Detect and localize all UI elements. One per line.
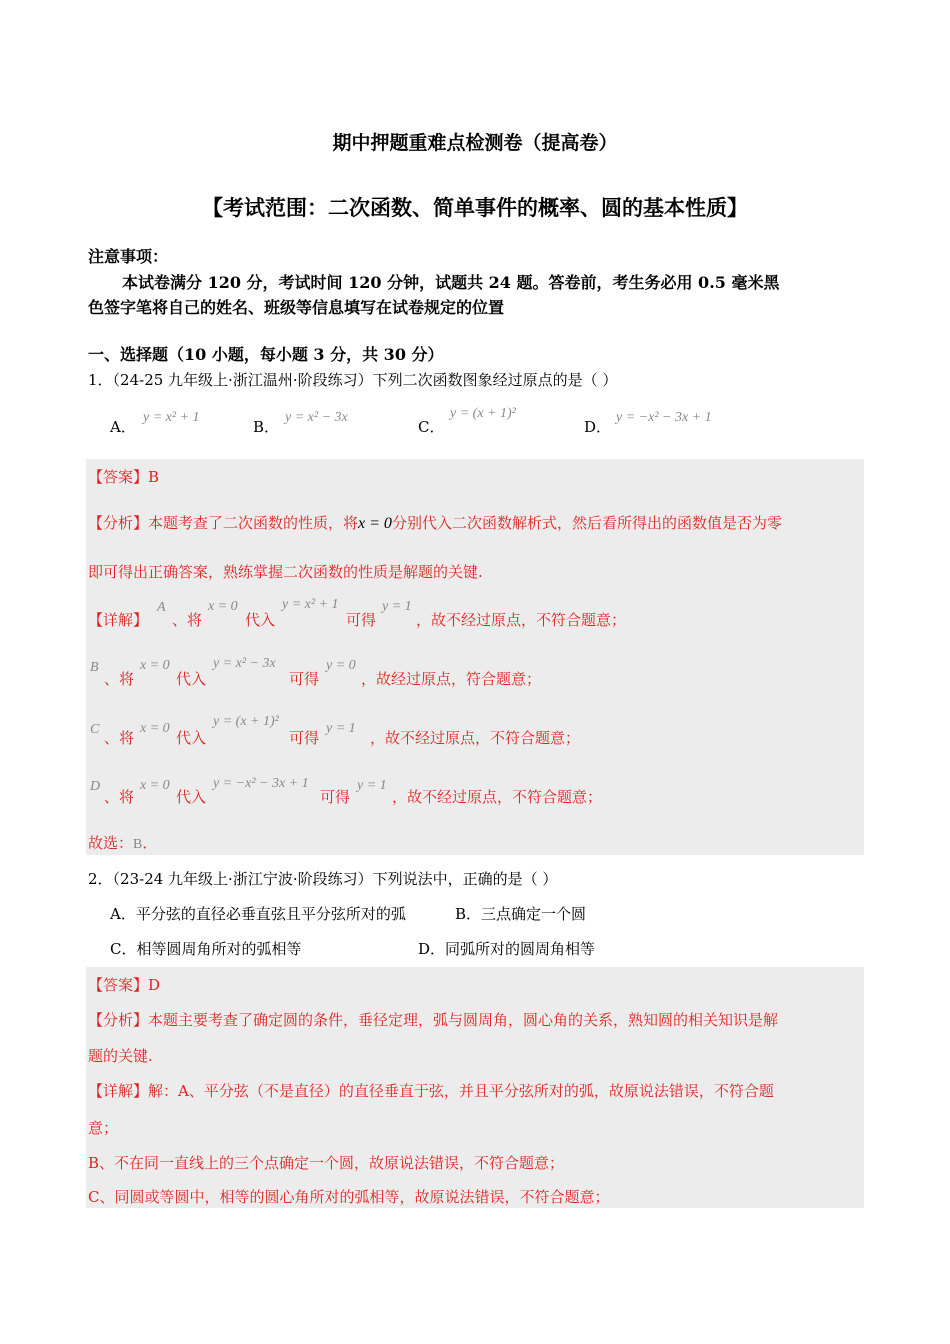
q1-detail-d-res: y = 1 [357, 778, 387, 793]
q1-analysis-line-2: 即可得出正确答案，熟练掌握二次函数的性质是解题的关键. [88, 563, 483, 581]
q1-detail-a-letter: A [157, 600, 166, 615]
q1-option-c-formula: y = (x + 1)² [450, 406, 516, 421]
q1-detail-tag: 【详解】 [88, 611, 149, 629]
q1-choose-suffix: ． [142, 834, 158, 852]
q2-option-b: B．三点确定一个圆 [455, 905, 587, 923]
q2-detail-line-1: 【详解】解：A、平分弦（不是直径）的直径垂直于弦，并且平分弦所对的弧，故原说法错误，不符合题 [88, 1082, 774, 1100]
q1-detail-c-x0: x = 0 [140, 721, 170, 736]
q1-detail-b-res: y = 0 [326, 658, 356, 673]
q1-choose [88, 832, 157, 853]
q1-detail-a-func: y = x² + 1 [282, 597, 339, 612]
q1-detail-c-sub: 代入 [176, 729, 207, 747]
q1-stem: 1．（24-25 九年级上·浙江温州·阶段练习）下列二次函数图象经过原点的是（ ） [88, 371, 618, 389]
q1-detail-a-sep: 、将 [172, 611, 203, 629]
q2-detail-line-4: C、同圆或等圆中，相等的圆心角所对的弧相等，故原说法错误，不符合题意； [88, 1188, 610, 1206]
q1-detail-d-sub: 代入 [176, 788, 207, 806]
q1-detail-d-get: 可得 [320, 788, 351, 806]
q1-detail-d-func: y = −x² − 3x + 1 [213, 776, 309, 791]
q1-detail-b-x0: x = 0 [140, 658, 170, 673]
exam-scope: 【考试范围：二次函数、简单事件的概率、圆的基本性质】 [202, 195, 748, 220]
q1-analysis-text-b: 分别代入二次函数解析式，然后看所得出的函数值是否为零 [391, 514, 782, 532]
q1-detail-d-sep: 、将 [104, 788, 135, 806]
q1-choose-prefix: 故选： [88, 834, 134, 852]
q1-detail-d-letter: D [90, 779, 101, 794]
q1-detail-d-tail: ，故不经过原点，不符合题意； [392, 788, 603, 806]
q1-detail-b-sub: 代入 [176, 670, 207, 688]
q2-analysis-line-1: 【分析】本题主要考查了确定圆的条件，垂径定理，弧与圆周角，圆心角的关系，熟知圆的相关知识是解 [88, 1011, 779, 1029]
q1-detail-b-get: 可得 [289, 670, 320, 688]
section-heading: 一、选择题（10 小题，每小题 3 分，共 30 分） [88, 345, 444, 364]
q1-option-c-label: C． [418, 418, 445, 436]
q1-option-a-label: A． [110, 418, 136, 436]
q2-answer: 【答案】D [88, 976, 161, 994]
q2-option-a: A．平分弦的直径必垂直弦且平分弦所对的弧 [110, 905, 406, 923]
q1-detail-b-func: y = x² − 3x [213, 656, 276, 671]
q1-detail-b-letter: B [90, 660, 99, 675]
q2-option-d: D．同弧所对的圆周角相等 [418, 940, 596, 958]
q1-detail-a-get: 可得 [346, 611, 377, 629]
q1-detail-d-x0: x = 0 [140, 778, 170, 793]
q2-detail-line-3: B、不在同一直线上的三个点确定一个圆，故原说法错误，不符合题意； [88, 1154, 565, 1172]
q1-option-b-label: B． [253, 418, 280, 436]
q1-detail-b-sep: 、将 [104, 670, 135, 688]
q2-detail-line-2: 意； [88, 1119, 119, 1137]
q2-stem: 2．（23-24 九年级上·浙江宁波·阶段练习）下列说法中，正确的是（ ） [88, 870, 558, 888]
q1-detail-a-x0: x = 0 [208, 599, 238, 614]
q1-detail-a-tail: ，故不经过原点，不符合题意； [416, 611, 627, 629]
q1-option-d-label: D． [584, 418, 612, 436]
q1-option-b-formula: y = x² − 3x [285, 410, 348, 425]
q1-analysis-line-1 [88, 512, 782, 533]
page-title: 期中押题重难点检测卷（提高卷） [332, 132, 618, 154]
q2-analysis-line-2: 题的关键. [88, 1047, 153, 1065]
q1-detail-c-sep: 、将 [104, 729, 135, 747]
q1-detail-a-sub: 代入 [245, 611, 276, 629]
q1-option-a-formula: y = x² + 1 [143, 410, 200, 425]
notice-line-1: 本试卷满分 120 分，考试时间 120 分钟，试题共 24 题。答卷前，考生务必用 0.5 毫米黑 [122, 273, 780, 292]
q1-detail-c-res: y = 1 [326, 721, 356, 736]
q1-option-d-formula: y = −x² − 3x + 1 [616, 410, 712, 425]
q1-detail-c-func: y = (x + 1)² [213, 714, 279, 729]
q1-analysis-tag: 【分析】 [88, 514, 149, 532]
notice-heading: 注意事项： [88, 247, 169, 266]
q1-detail-c-tail: ，故不经过原点，不符合题意； [370, 729, 581, 747]
q1-answer: 【答案】B [88, 468, 160, 486]
q1-analysis-text-a: 本题考查了二次函数的性质，将 [148, 514, 359, 532]
q1-choose-letter: B [133, 837, 143, 852]
q1-detail-a-res: y = 1 [382, 599, 412, 614]
q1-detail-c-letter: C [90, 722, 100, 737]
q1-detail-c-get: 可得 [289, 729, 320, 747]
notice-line-2: 色签字笔将自己的姓名、班级等信息填写在试卷规定的位置 [88, 298, 505, 317]
q1-analysis-x0: x = 0 [358, 515, 392, 532]
q2-option-c: C．相等圆周角所对的弧相等 [110, 940, 302, 958]
q1-detail-b-tail: ，故经过原点，符合题意； [361, 670, 542, 688]
